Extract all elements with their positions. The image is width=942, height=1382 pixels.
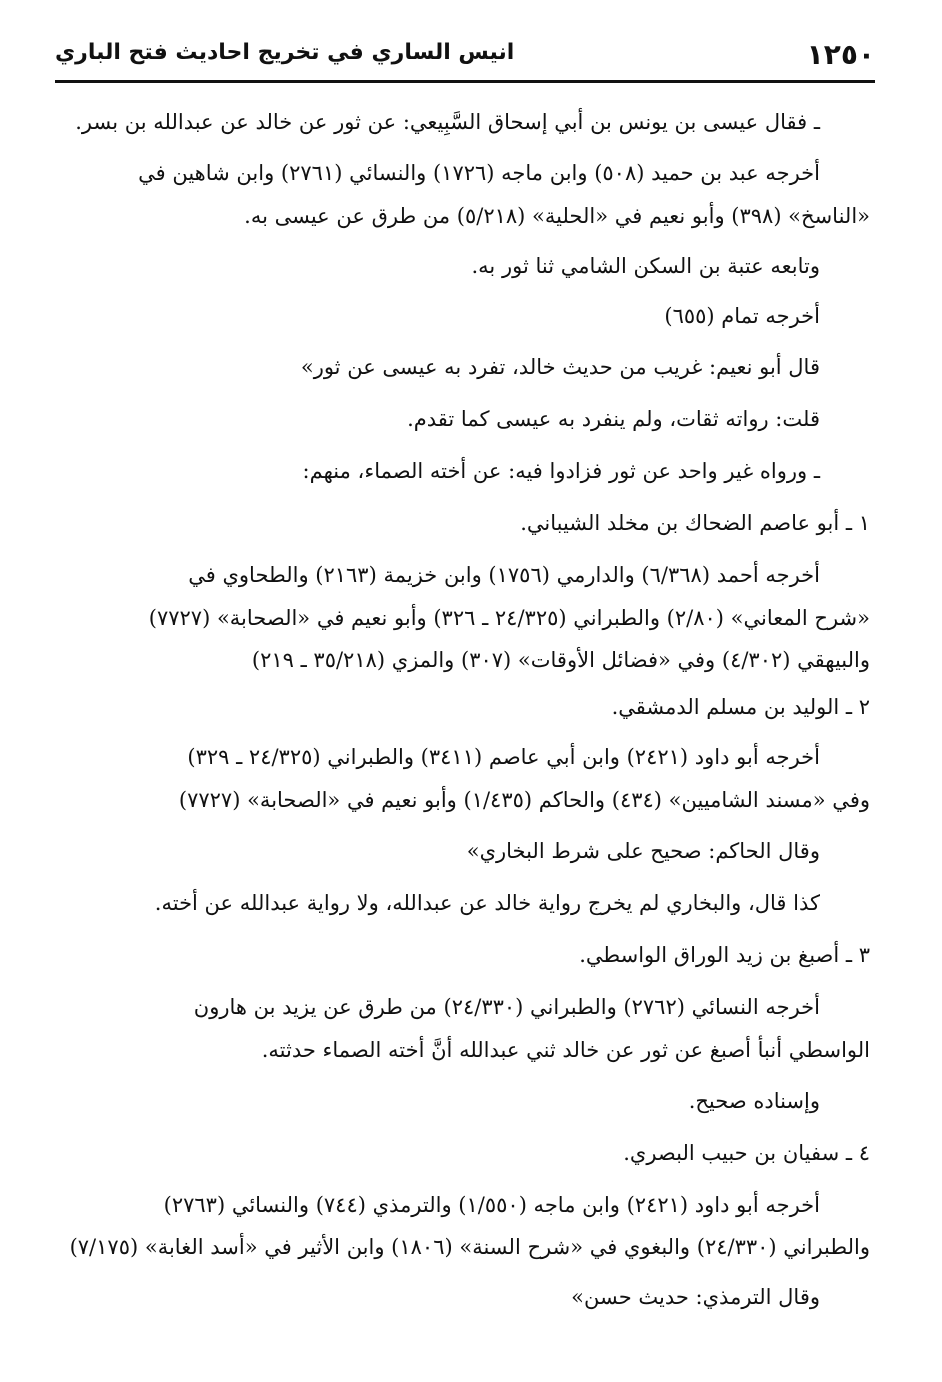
text-line: الواسطي أنبأ أصبغ عن ثور عن خالد ثني عبدالله أنَّ أخته الصماء حدثته. xyxy=(261,1038,870,1062)
text-line: أخرجه تمام (٦٥٥) xyxy=(664,304,820,328)
text-line: قال أبو نعيم: غريب من حديث خالد، تفرد به عيسى عن ثور» xyxy=(300,355,820,379)
text-line: أخرجه أحمد (٦/٣٦٨) والدارمي (١٧٥٦) وابن خزيمة (٢١٦٣) والطحاوي في xyxy=(188,563,820,587)
text-line: وقال الترمذي: حديث حسن» xyxy=(571,1285,820,1309)
text-line: ـ فقال عيسى بن يونس بن أبي إسحاق السَّبِيعي: عن ثور عن خالد عن عبدالله بن بسر. xyxy=(75,110,820,134)
text-line: وتابعه عتبة بن السكن الشامي ثنا ثور به. xyxy=(471,254,820,278)
text-line: والطبراني (٢٤/٣٣٠) والبغوي في «شرح السنة» (١٨٠٦) وابن الأثير في «أسد الغابة» (٧/١٧٥) xyxy=(69,1235,870,1259)
text-line: أخرجه أبو داود (٢٤٢١) وابن أبي عاصم (٣٤١١) والطبراني (٢٤/٣٢٥ ـ ٣٢٩) xyxy=(187,745,820,769)
text-line: كذا قال، والبخاري لم يخرج رواية خالد عن عبدالله، ولا رواية عبدالله عن أخته. xyxy=(154,891,820,915)
text-line: وقال الحاكم: صحيح على شرط البخاري» xyxy=(466,839,820,863)
page-body xyxy=(70,95,870,1355)
text-line: «الناسخ» (٣٩٨) وأبو نعيم في «الحلية» (٥/٢١٨) من طرق عن عيسى به. xyxy=(244,204,870,228)
page-number: ١٢٥٠ xyxy=(806,38,875,71)
running-title: انيس الساري في تخريج احاديث فتح الباري xyxy=(55,40,515,65)
list-item-heading: ٢ ـ الوليد بن مسلم الدمشقي. xyxy=(611,695,870,719)
text-line: أخرجه النسائي (٢٧٦٢) والطبراني (٢٤/٣٣٠) من طرق عن يزيد بن هارون xyxy=(193,995,820,1019)
list-item-heading: ١ ـ أبو عاصم الضحاك بن مخلد الشيباني. xyxy=(520,511,870,535)
text-line: وإسناده صحيح. xyxy=(688,1089,820,1113)
list-item-heading: ٤ ـ سفيان بن حبيب البصري. xyxy=(623,1141,870,1165)
text-line: «شرح المعاني» (٢/٨٠) والطبراني (٢٤/٣٢٥ ـ ٣٢٦) وأبو نعيم في «الصحابة» (٧٧٢٧) xyxy=(148,606,870,630)
list-item-heading: ٣ ـ أصبغ بن زيد الوراق الواسطي. xyxy=(579,943,870,967)
text-line: ـ ورواه غير واحد عن ثور فزادوا فيه: عن أخته الصماء، منهم: xyxy=(302,459,820,483)
header-rule xyxy=(55,80,875,83)
text-line: أخرجه أبو داود (٢٤٢١) وابن ماجه (١/٥٥٠) والترمذي (٧٤٤) والنسائي (٢٧٦٣) xyxy=(163,1193,820,1217)
text-line: أخرجه عبد بن حميد (٥٠٨) وابن ماجه (١٧٢٦) والنسائي (٢٧٦١) وابن شاهين في xyxy=(138,161,820,185)
text-line: وفي «مسند الشاميين» (٤٣٤) والحاكم (١/٤٣٥) وأبو نعيم في «الصحابة» (٧٧٢٧) xyxy=(178,788,870,812)
page-header xyxy=(55,38,875,78)
text-line: والبيهقي (٤/٣٠٢) وفي «فضائل الأوقات» (٣٠٧) والمزي (٣٥/٢١٨ ـ ٢١٩) xyxy=(251,648,870,672)
text-line: قلت: رواته ثقات، ولم ينفرد به عيسى كما تقدم. xyxy=(407,407,820,431)
